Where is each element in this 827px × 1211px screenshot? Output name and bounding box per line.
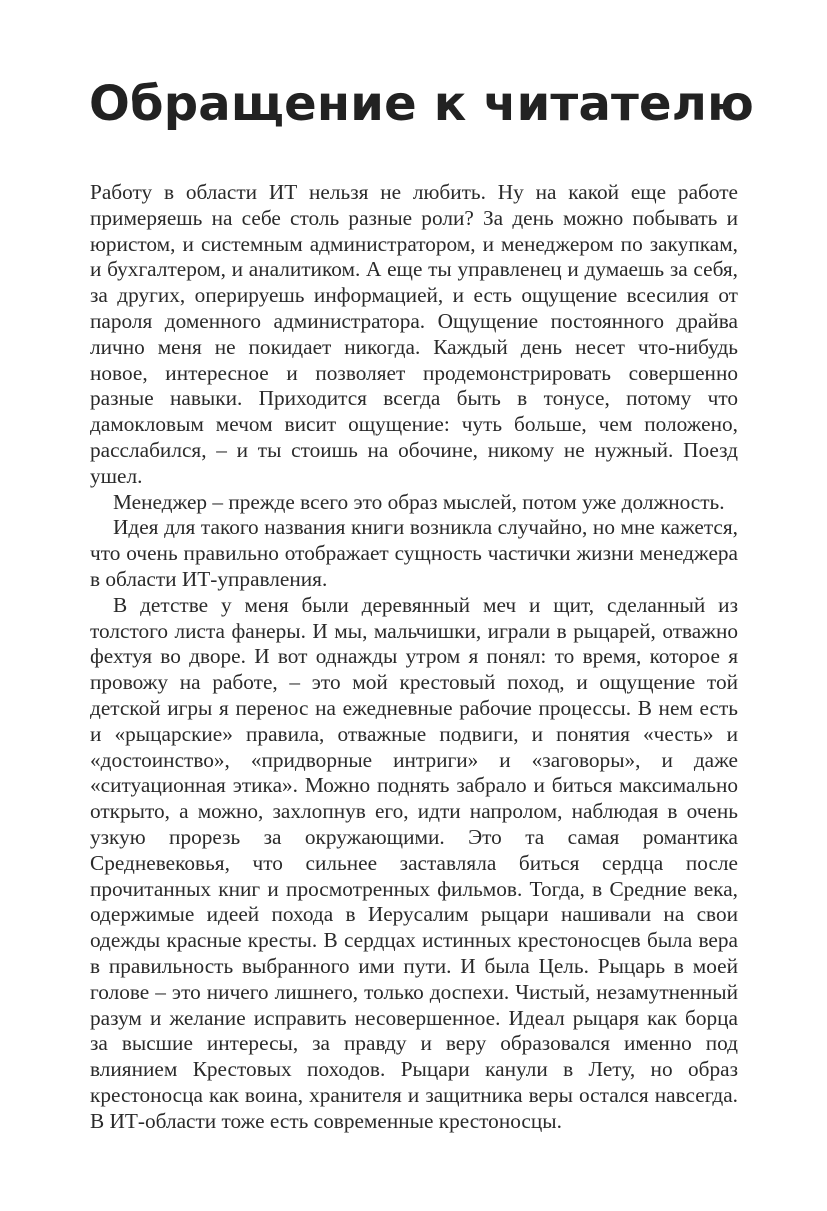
body-text <box>90 180 738 1134</box>
paragraph-4: В детстве у меня были деревянный меч и щит, сделанный из толстого листа фанеры. И мы, мальчишки, играли в рыцарей, отважно фехтуя во дворе. И вот однажды утром я понял: то время, которое я провожу на работе, – это мой крестовый поход, и ощущение той детской игры я перенос на ежедневные рабочие процессы. В нем есть и «рыцарские» правила, отважные подвиги, и понятия «честь» и «достоинство», «придворные интриги» и «заговоры», и даже «ситуационная этика». Можно поднять забрало и биться максимально открыто, а можно, захлопнув его, идти напролом, наблюдая в очень узкую прорезь за окружающими. Это та самая романтика Средневековья, что сильнее заставляла биться сердца после прочитанных книг и просмотренных фильмов. Тогда, в Средние века, одержимые идеей похода в Иерусалим рыцари нашивали на свои одежды красные кресты. В сердцах истинных крестоносцев была вера в правильность выбранного ими пути. И была Цель. Рыцарь в моей голове – это ничего лишнего, только доспехи. Чистый, незамутненный разум и желание исправить несовершенное. Идеал рыцаря как борца за высшие интересы, за правду и веру образовался именно под влиянием Крестовых походов. Рыцари канули в Лету, но образ крестоносца как воина, хранителя и защитника веры остался навсегда. В ИТ-области тоже есть современные крестоносцы. <box>90 592 738 1133</box>
paragraph-2: Менеджер – прежде всего это образ мыслей, потом уже должность. <box>113 489 725 514</box>
paragraph-1: Работу в области ИТ нельзя не любить. Ну на какой еще работе примеряешь на себе столь разные роли? За день можно побывать и юристом, и системным администратором, и менеджером по закупкам, и бухгалтером, и аналитиком. А еще ты управленец и думаешь за себя, за других, оперируешь информацией, и есть ощущение всесилия от пароля доменного администратора. Ощущение постоянного драйва лично меня не покидает никогда. Каждый день несет что-нибудь новое, интересное и позволяет продемонстрировать совершенно разные навыки. Приходится всегда быть в тонусе, потому что дамокловым мечом висит ощущение: чуть больше, чем положено, расслабился, – и ты стоишь на обочине, никому не нужный. Поезд ушел. <box>90 180 738 488</box>
paragraph-3: Идея для такого названия книги возникла случайно, но мне кажется, что очень правильно отображает сущность частички жизни менеджера в области ИТ-управления. <box>90 515 738 591</box>
page-title: Обращение к читателю <box>89 76 755 132</box>
